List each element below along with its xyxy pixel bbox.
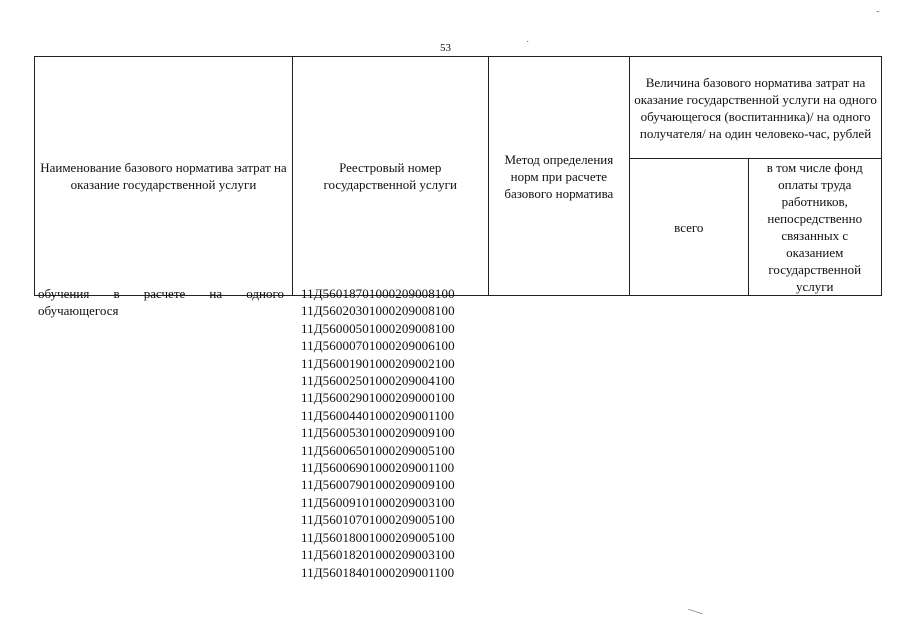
- registry-number: 11Д56004401000209001100: [301, 407, 455, 423]
- header-method-cell: Метод определения норм при расчете базового норматива: [488, 57, 630, 296]
- registry-number: 11Д56018401000209001100: [301, 564, 455, 580]
- service-name-cell: обучения в расчете на одного обучающегося: [38, 286, 284, 318]
- scan-mark: ˜: [876, 10, 880, 21]
- registry-number: 11Д56002501000209004100: [301, 373, 455, 389]
- header-value-cell: Величина базового норматива затрат на оказание государственной услуги на одного обучающегося (воспитанника)/ на одного получателя/ на один человеко-час, рублей: [630, 57, 882, 159]
- registry-number-list: [301, 285, 455, 581]
- header-name-cell: Наименование базового норматива затрат на оказание государственной услуги: [35, 57, 293, 296]
- page-number: 53: [440, 42, 451, 54]
- registry-number: 11Д56000701000209006100: [301, 338, 455, 354]
- header-registry-cell: Реестровый номер государственной услуги: [292, 57, 488, 296]
- scan-mark: ˙: [526, 40, 530, 51]
- registry-number: 11Д56006501000209005100: [301, 442, 455, 458]
- registry-number: 11Д56018001000209005100: [301, 529, 455, 545]
- registry-number: 11Д56007901000209009100: [301, 477, 455, 493]
- registry-number: 11Д56009101000209003100: [301, 494, 455, 510]
- table-header: [34, 56, 882, 296]
- registry-number: 11Д56001901000209002100: [301, 355, 455, 371]
- registry-number: 11Д56020301000209008100: [301, 303, 455, 319]
- registry-number: 11Д56006901000209001100: [301, 460, 455, 476]
- registry-number: 11Д56002901000209000100: [301, 390, 455, 406]
- registry-number: 11Д56018701000209008100: [301, 286, 455, 301]
- scan-mark: —–: [686, 603, 705, 620]
- registry-number: 11Д56000501000209008100: [301, 320, 455, 336]
- header-value-total-cell: всего: [630, 159, 748, 296]
- registry-number: 11Д56018201000209003100: [301, 547, 455, 563]
- registry-number: 11Д56010701000209005100: [301, 512, 455, 528]
- header-value-wage-cell: в том числе фонд оплаты труда работников, непосредственно связанных с оказанием государственной услуги: [748, 159, 882, 296]
- registry-number: 11Д56005301000209009100: [301, 425, 455, 441]
